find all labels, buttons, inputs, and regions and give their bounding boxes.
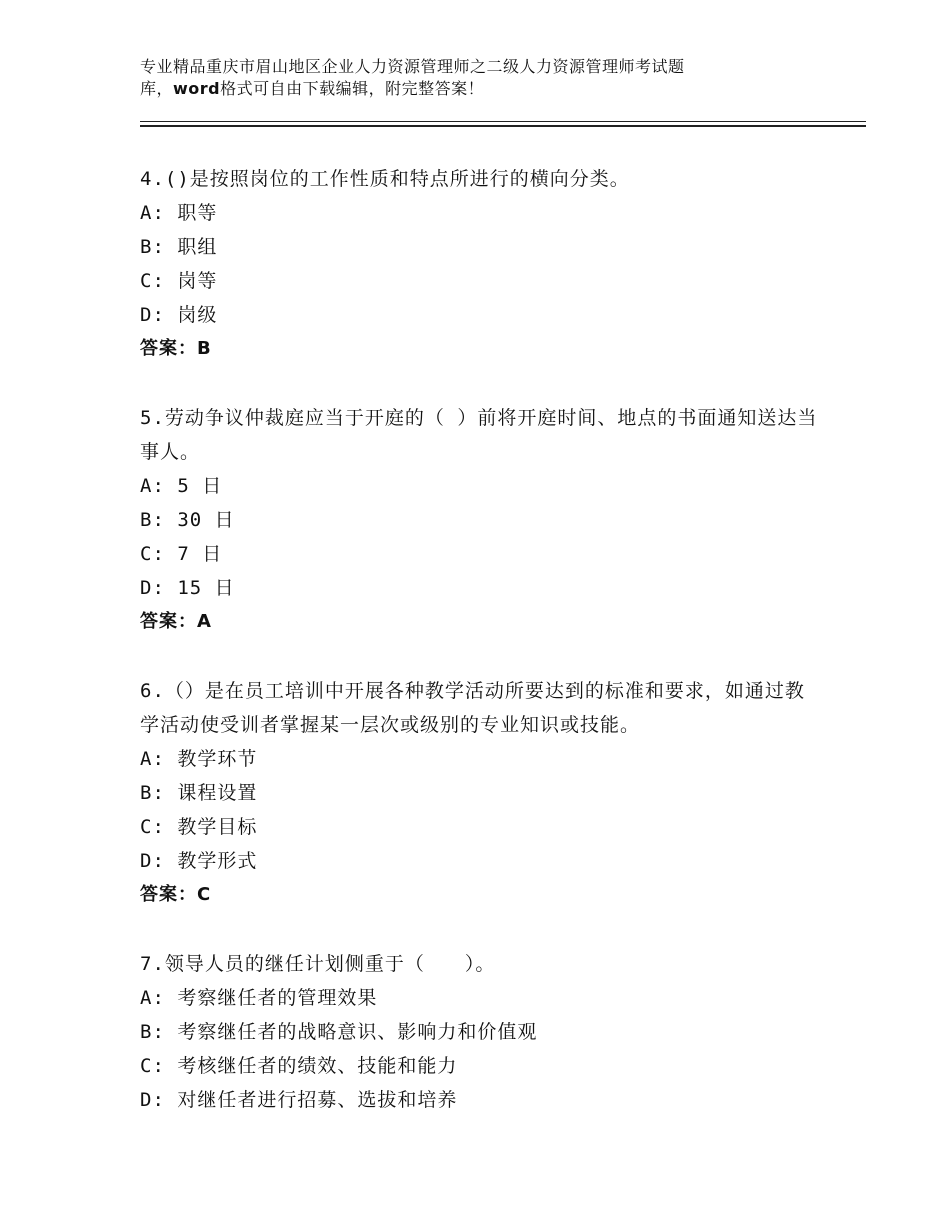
option-c: C: 考核继任者的绩效、技能和能力	[140, 1055, 458, 1077]
option-d: D: 岗级	[140, 304, 218, 326]
header-line-1: 专业精品重庆市眉山地区企业人力资源管理师之二级人力资源管理师考试题	[140, 57, 685, 76]
question-5	[140, 401, 820, 639]
header-word-text: word	[173, 79, 221, 98]
option-a: A: 5 日	[140, 475, 223, 497]
answer-label: 答案：A	[140, 611, 212, 632]
answer-label: 答案：B	[140, 338, 212, 359]
header-divider-thick	[140, 125, 866, 127]
question-4	[140, 162, 820, 366]
option-c: C: 教学目标	[140, 816, 258, 838]
header-line-2	[140, 78, 780, 100]
answer-label: 答案：C	[140, 884, 212, 905]
option-c: C: 岗等	[140, 270, 218, 292]
header-divider-thin	[140, 121, 866, 122]
header-line-2-suffix: 格式可自由下载编辑，附完整答案！	[220, 79, 485, 98]
header-line-2-prefix: 库，	[140, 79, 174, 98]
document-header	[140, 56, 780, 100]
option-c: C: 7 日	[140, 543, 223, 565]
question-6	[140, 674, 820, 912]
question-7	[140, 947, 820, 1117]
question-text: 4.()是按照岗位的工作性质和特点所进行的横向分类。	[140, 168, 630, 190]
option-b: B: 30 日	[140, 509, 235, 531]
option-a: A: 考察继任者的管理效果	[140, 987, 378, 1009]
question-text: 7.领导人员的继任计划侧重于（ ）。	[140, 953, 496, 975]
option-b: B: 考察继任者的战略意识、影响力和价值观	[140, 1021, 538, 1043]
option-d: D: 教学形式	[140, 850, 258, 872]
option-a: A: 职等	[140, 202, 218, 224]
question-text: 6.（）是在员工培训中开展各种教学活动所要达到的标准和要求，如通过教学活动使受训者掌握某一层次或级别的专业知识或技能。	[140, 680, 805, 736]
option-b: B: 课程设置	[140, 782, 258, 804]
option-b: B: 职组	[140, 236, 218, 258]
option-d: D: 对继任者进行招募、选拔和培养	[140, 1089, 458, 1111]
option-a: A: 教学环节	[140, 748, 258, 770]
option-d: D: 15 日	[140, 577, 235, 599]
question-text: 5.劳动争议仲裁庭应当于开庭的（ ）前将开庭时间、地点的书面通知送达当事人。	[140, 407, 818, 463]
